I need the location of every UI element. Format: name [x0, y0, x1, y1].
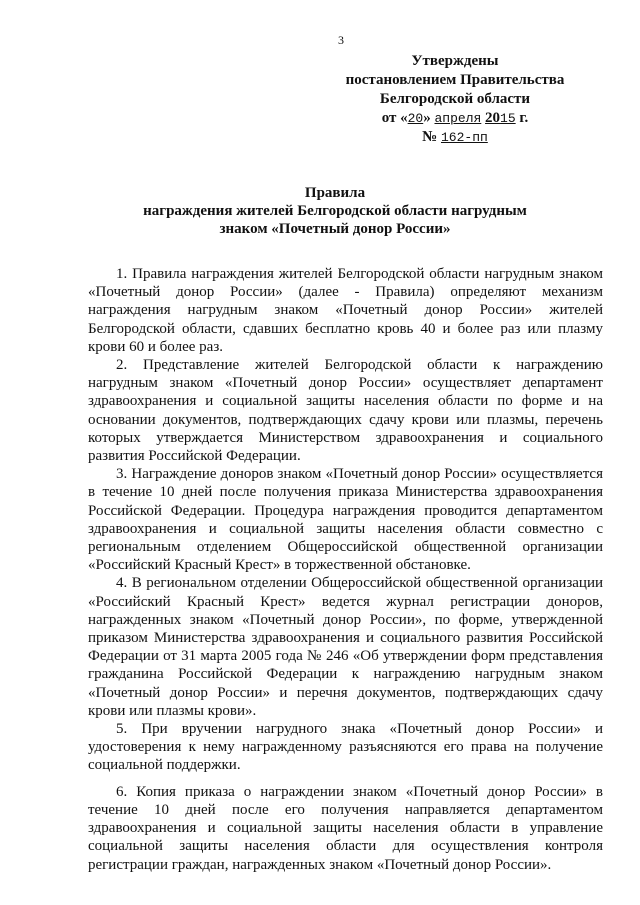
approval-month: апреля: [434, 111, 482, 126]
approval-issuer: постановлением Правительства: [345, 72, 565, 88]
approval-day: 20: [407, 111, 424, 126]
approval-number: № 162-пп: [422, 129, 488, 145]
approval-title: Утверждены: [411, 53, 499, 69]
paragraph-2: 2. Представление жителей Белгородской области к награждению нагрудным знаком «Почетный донор России» осуществляет департамент здравоохранения и социальной защиты населения области по форме и на основании документов, подтверждающих сдачу крови или плазмы, перечень которых утверждается Министерством здравоохранения и социального развития Российской Федерации.: [88, 357, 603, 465]
page-number: 3: [338, 33, 344, 47]
document-body: [88, 265, 603, 874]
document-title: [90, 184, 580, 238]
paragraph-3: 3. Награждение доноров знаком «Почетный донор России» осуществляется в течение 10 дней после получения приказа Министерства здравоохранения Российской Федерации. Процедура награждения проводится департаментом здравоохранения и социальной защиты населения области совместно с региональным отделением Общероссийской общественной организации «Российский Красный Крест» в торжественной обстановке.: [88, 466, 603, 574]
approval-block: [330, 52, 580, 147]
paragraph-4: 4. В региональном отделении Общероссийской общественной организации «Российский Красный Крест» ведется журнал регистрации доноров, награжденных знаком «Почетный донор России», по форме, утвержденной приказом Министерства здравоохранения и социального развития Российской Федерации от 31 марта 2005 года № 246 «Об утверждении форм представления гражданина Российской Федерации к награждению нагрудным знаком «Почетный донор России» и перечня документов, подтверждающих сдачу крови или плазмы крови».: [88, 575, 603, 719]
title-line-3: знаком «Почетный донор России»: [219, 221, 451, 237]
paragraph-1: 1. Правила награждения жителей Белгородской области нагрудным знаком «Почетный донор России» (далее - Правила) определяют механизм награждения нагрудным знаком «Почетный донор России» жителей Белгородской области, сдавших бесплатно кровь 40 и более раз или плазму крови 60 и более раз.: [88, 266, 603, 355]
approval-number-value: 162-пп: [441, 130, 488, 145]
paragraph-5: 5. При вручении нагрудного знака «Почетный донор России» и удостоверения к нему награжденному разъясняются его права на получение социальной поддержки.: [88, 721, 603, 774]
title-line-2: награждения жителей Белгородской области нагрудным: [143, 203, 527, 219]
approval-year: 15: [500, 111, 516, 126]
paragraph-6: 6. Копия приказа о награждении знаком «Почетный донор России» в течение 10 дней после его получения направляется департаментом здравоохранения и социальной защиты населения области в управление социальной защиты населения области для осуществления контроля регистрации граждан, награжденных знаком «Почетный донор России».: [88, 783, 603, 873]
approval-region: Белгородской области: [379, 91, 531, 107]
approval-date: от «20» апреля 2015 г.: [381, 110, 529, 126]
title-line-1: Правила: [304, 185, 366, 201]
